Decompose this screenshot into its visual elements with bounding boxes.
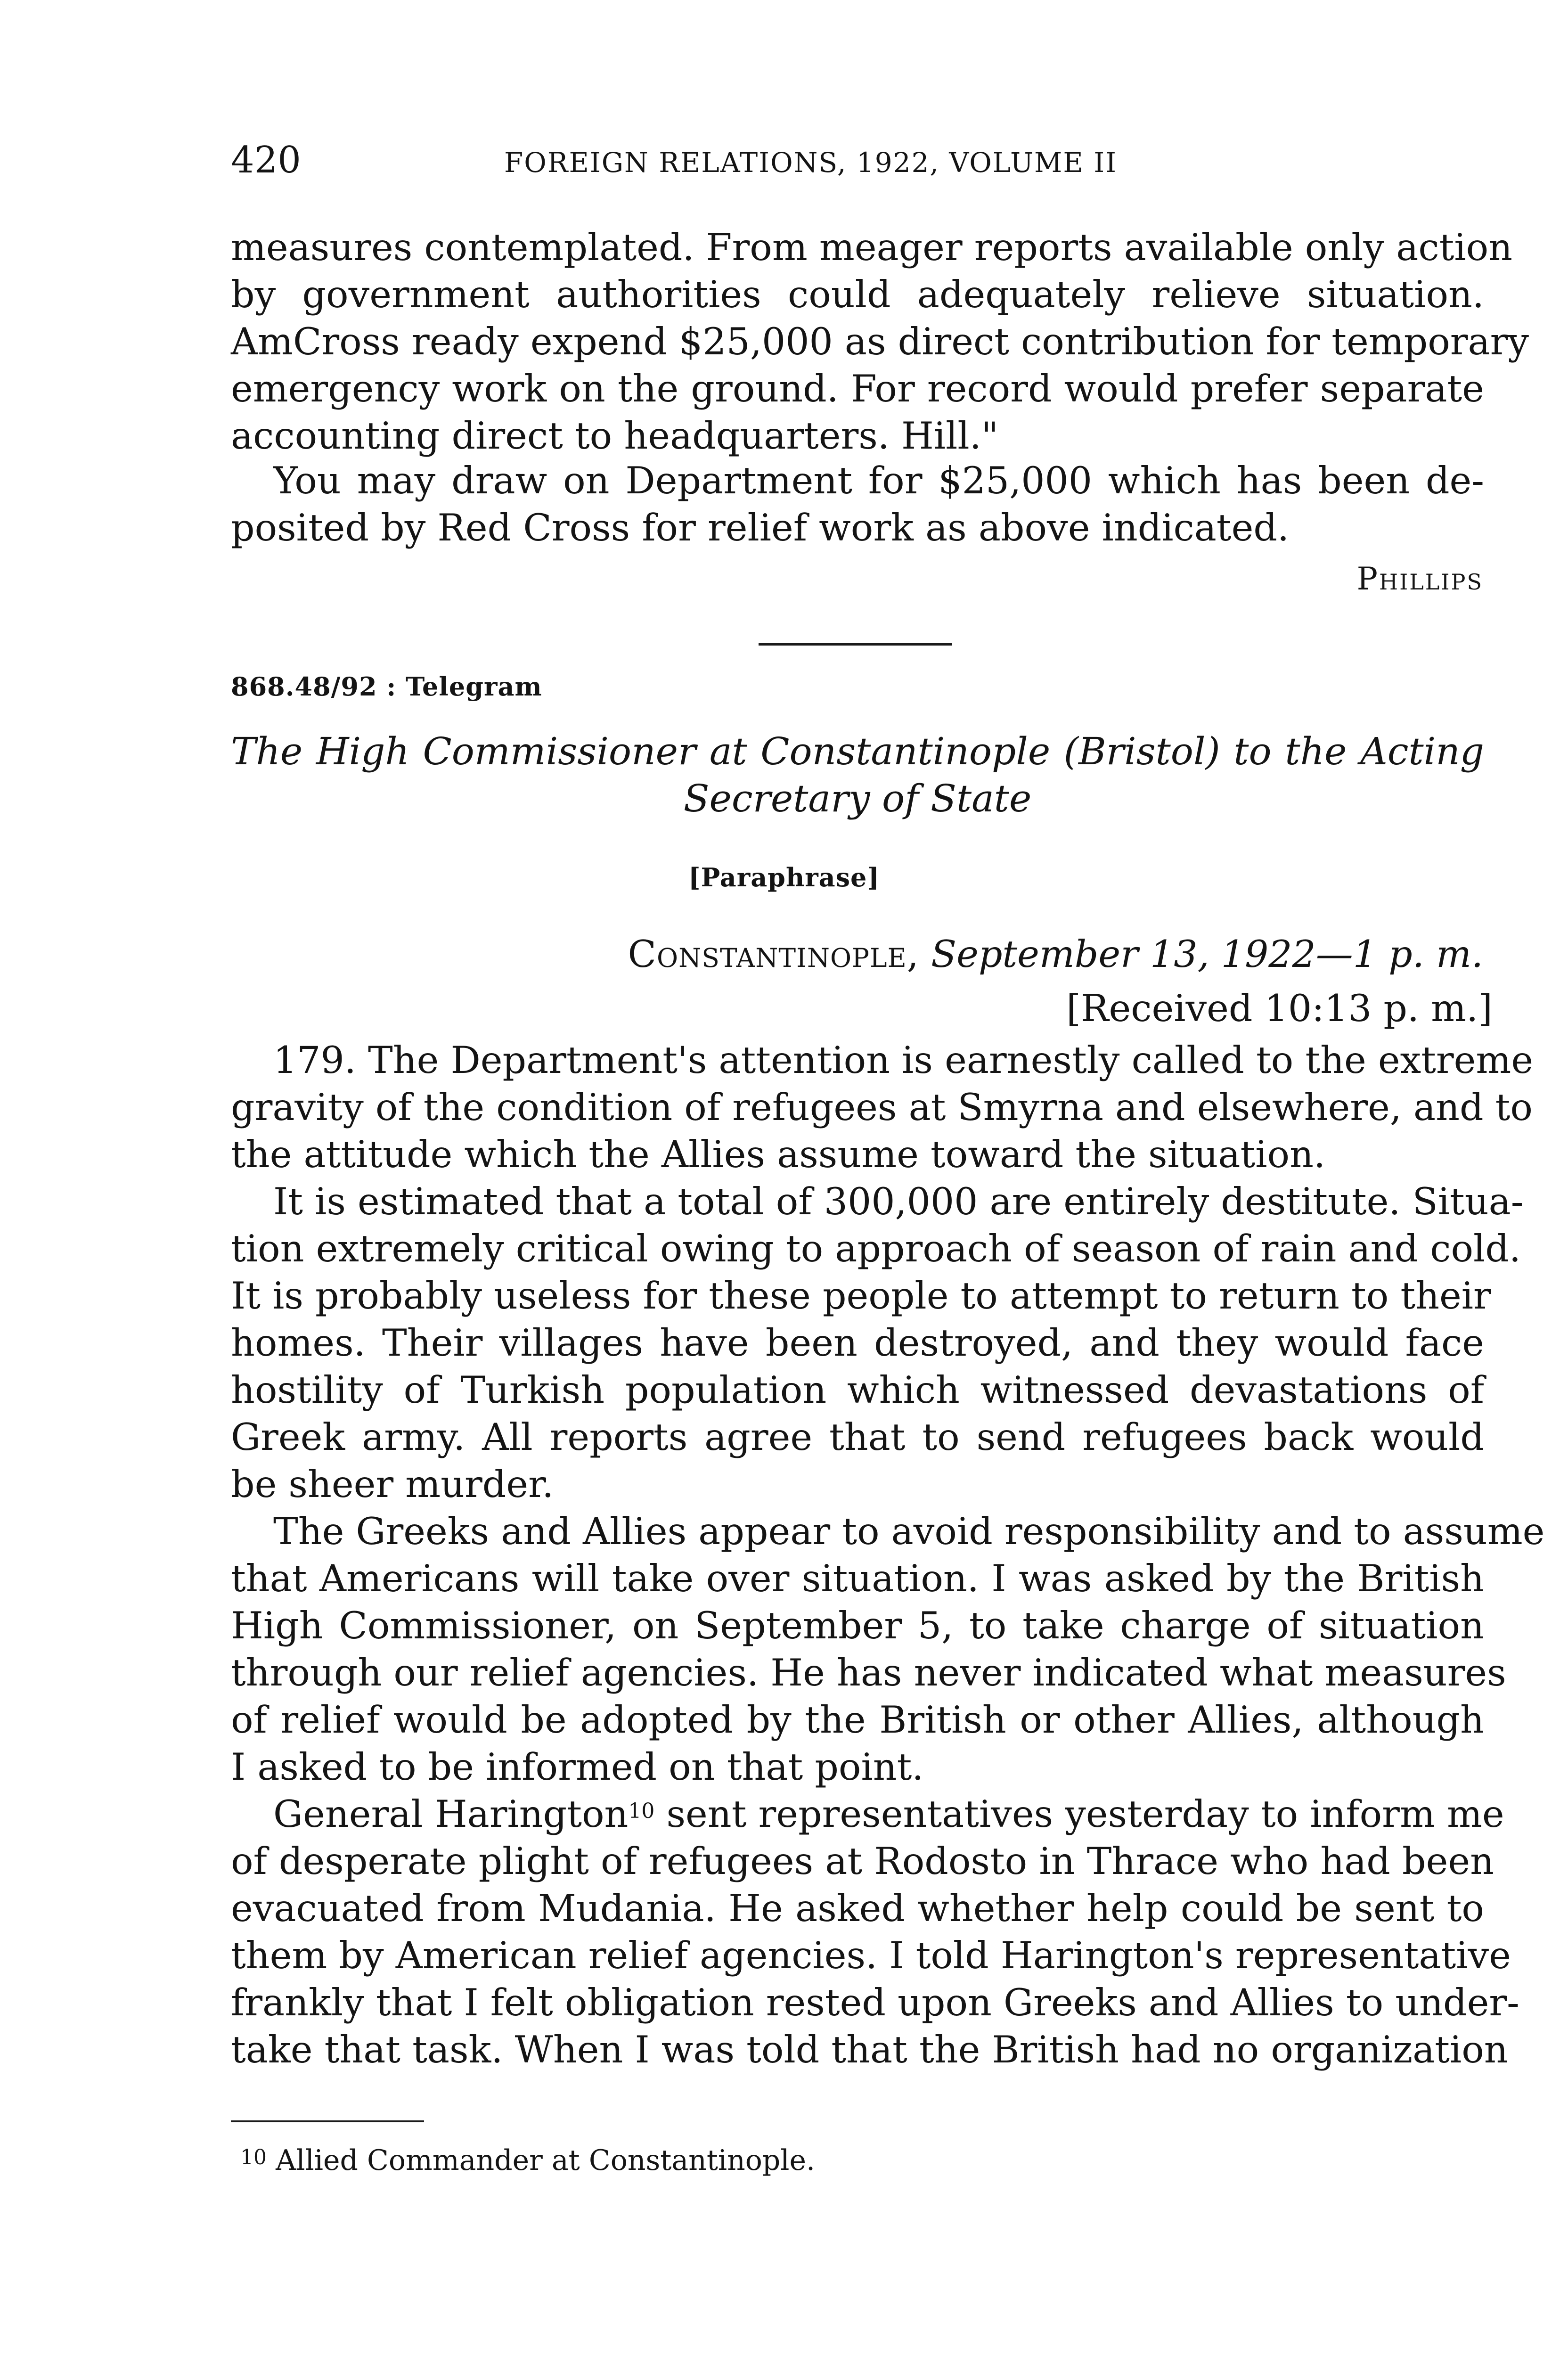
dateline-date: September 13, 1922—1 p. m. bbox=[931, 933, 1483, 976]
text-line: by government authorities could adequately relieve situation. bbox=[231, 273, 1484, 316]
page-header bbox=[231, 137, 1484, 184]
text-line: them by American relief agencies. I told Harington's representative bbox=[231, 1934, 1511, 1977]
text-line: of desperate plight of refugees at Rodosto in Thrace who had been bbox=[231, 1840, 1494, 1883]
footnote-text: Allied Commander at Constantinople. bbox=[276, 2144, 816, 2177]
text-line: gravity of the condition of refugees at Smyrna and elsewhere, and to bbox=[231, 1086, 1533, 1129]
signature: Phillips bbox=[1356, 561, 1483, 597]
footnote-ref[interactable]: 10 bbox=[628, 1799, 655, 1823]
text-line bbox=[231, 1791, 1504, 1838]
dateline bbox=[628, 931, 1483, 978]
title-line: Secretary of State bbox=[683, 777, 1032, 820]
text-line: homes. Their villages have been destroyed, and they would face bbox=[231, 1321, 1484, 1365]
text-line: AmCross ready expend $25,000 as direct contribution for temporary bbox=[231, 320, 1529, 363]
received-line: [Received 10:13 p. m.] bbox=[1066, 987, 1493, 1030]
text-line: of relief would be adopted by the British or other Allies, although bbox=[231, 1698, 1484, 1742]
text-fragment: sent representatives yesterday to inform me bbox=[654, 1792, 1504, 1836]
document-title bbox=[231, 728, 1484, 822]
running-head: FOREIGN RELATIONS, 1922, VOLUME II bbox=[504, 147, 1118, 179]
text-line: frankly that I felt obligation rested upon Greeks and Allies to under- bbox=[231, 1981, 1519, 2024]
text-line: take that task. When I was told that the British had no organization bbox=[231, 2028, 1508, 2071]
continuation-paragraph bbox=[231, 224, 1529, 459]
text-line: It is probably useless for these people to attempt to return to their bbox=[231, 1274, 1491, 1317]
text-line: You may draw on Department for $25,000 which has been de- bbox=[273, 459, 1484, 502]
paraphrase-label: [Paraphrase] bbox=[688, 862, 880, 892]
text-line: 179. The Department's attention is earnestly called to the extreme bbox=[273, 1039, 1534, 1082]
section-divider bbox=[759, 643, 952, 646]
title-line: The High Commissioner at Constantinople (Bristol) to the Acting bbox=[231, 729, 1484, 773]
text-line: tion extremely critical owing to approach of season of rain and cold. bbox=[231, 1227, 1521, 1270]
footnote bbox=[240, 2142, 815, 2179]
text-line: hostility of Turkish population which witnessed devastations of bbox=[231, 1368, 1484, 1412]
text-line: posited by Red Cross for relief work as above indicated. bbox=[231, 506, 1290, 549]
file-reference: 868.48/92 : Telegram bbox=[231, 671, 542, 702]
text-line: emergency work on the ground. For record would prefer separate bbox=[231, 367, 1484, 410]
text-line: be sheer murder. bbox=[231, 1463, 554, 1506]
text-line: measures contemplated. From meager reports available only action bbox=[231, 226, 1513, 269]
footnote-divider bbox=[231, 2120, 424, 2122]
text-line: through our relief agencies. He has never indicated what measures bbox=[231, 1651, 1506, 1694]
text-line: Greek army. All reports agree that to send refugees back would bbox=[231, 1415, 1484, 1459]
footnote-marker: 10 bbox=[240, 2145, 267, 2169]
text-line: that Americans will take over situation. I was asked by the British bbox=[231, 1557, 1484, 1600]
dateline-place: Constantinople, bbox=[628, 933, 919, 976]
text-line: It is estimated that a total of 300,000 are entirely destitute. Situa- bbox=[273, 1180, 1524, 1223]
text-line: evacuated from Mudania. He asked whether help could be sent to bbox=[231, 1887, 1484, 1930]
text-line: I asked to be informed on that point. bbox=[231, 1745, 924, 1789]
text-line: accounting direct to headquarters. Hill." bbox=[231, 414, 999, 458]
text-fragment: General Harington bbox=[273, 1792, 629, 1836]
page-number: 420 bbox=[231, 139, 301, 181]
instruction-paragraph bbox=[231, 457, 1484, 551]
text-line: The Greeks and Allies appear to avoid responsibility and to assume bbox=[273, 1510, 1545, 1553]
text-line: the attitude which the Allies assume toward the situation. bbox=[231, 1133, 1326, 1176]
text-line: High Commissioner, on September 5, to take charge of situation bbox=[231, 1604, 1484, 1647]
telegram-body bbox=[231, 1037, 1545, 2073]
